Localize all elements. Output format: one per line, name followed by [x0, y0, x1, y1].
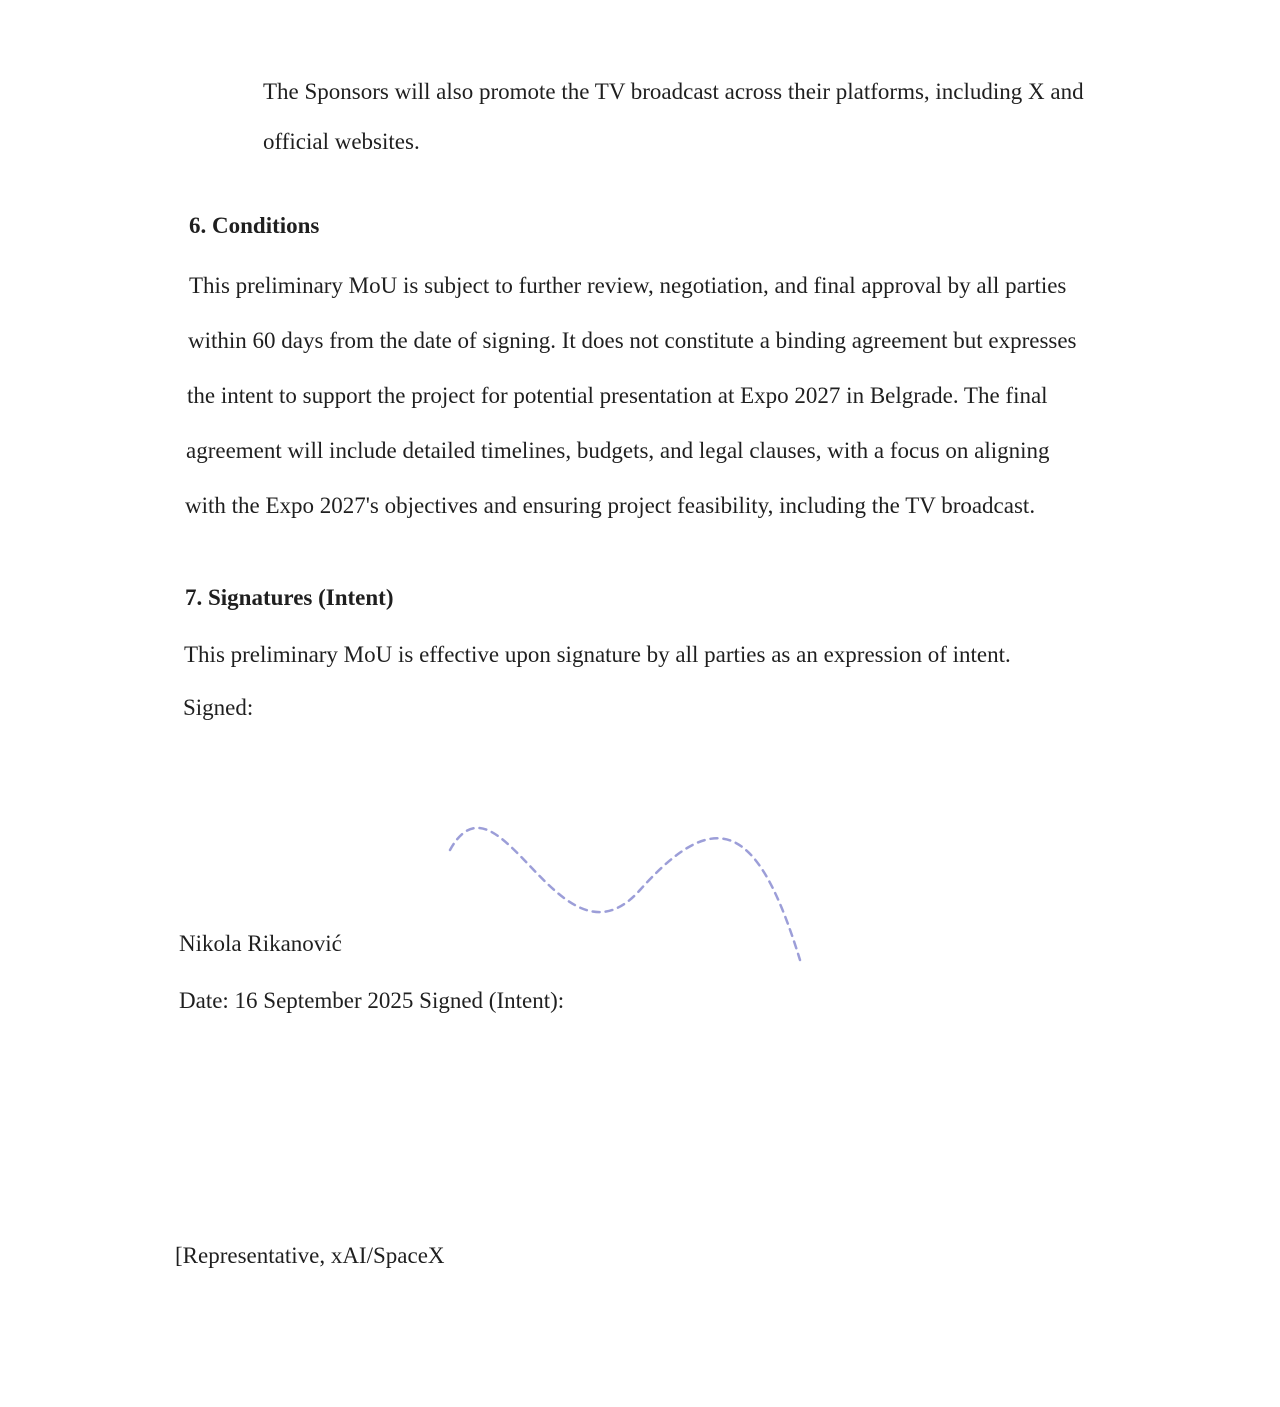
section-7-heading: 7. Signatures (Intent) — [185, 585, 394, 610]
representative-line: [Representative, xAI/SpaceX — [175, 1243, 445, 1268]
section-6-line: within 60 days from the date of signing. It does not constitute a binding agreement but expresses — [188, 328, 1077, 353]
intro-line: official websites. — [263, 129, 420, 154]
effective-statement: This preliminary MoU is effective upon signature by all parties as an expression of intent. — [184, 642, 1011, 667]
section-6-line: agreement will include detailed timelines, budgets, and legal clauses, with a focus on aligning — [186, 438, 1050, 463]
signatory-name: Nikola Rikanović — [179, 931, 342, 956]
section-6-line: This preliminary MoU is subject to further review, negotiation, and final approval by all parties — [189, 273, 1067, 298]
intro-line: The Sponsors will also promote the TV broadcast across their platforms, including X and — [263, 79, 1084, 104]
section-6-heading: 6. Conditions — [189, 213, 320, 238]
signed-label: Signed: — [183, 695, 254, 720]
section-6-line: with the Expo 2027's objectives and ensuring project feasibility, including the TV broadcast. — [185, 493, 1036, 518]
section-6-line: the intent to support the project for potential presentation at Expo 2027 in Belgrade. The final — [187, 383, 1048, 408]
date-line: Date: 16 September 2025 Signed (Intent): — [179, 988, 565, 1013]
signature-placeholder — [450, 828, 800, 960]
